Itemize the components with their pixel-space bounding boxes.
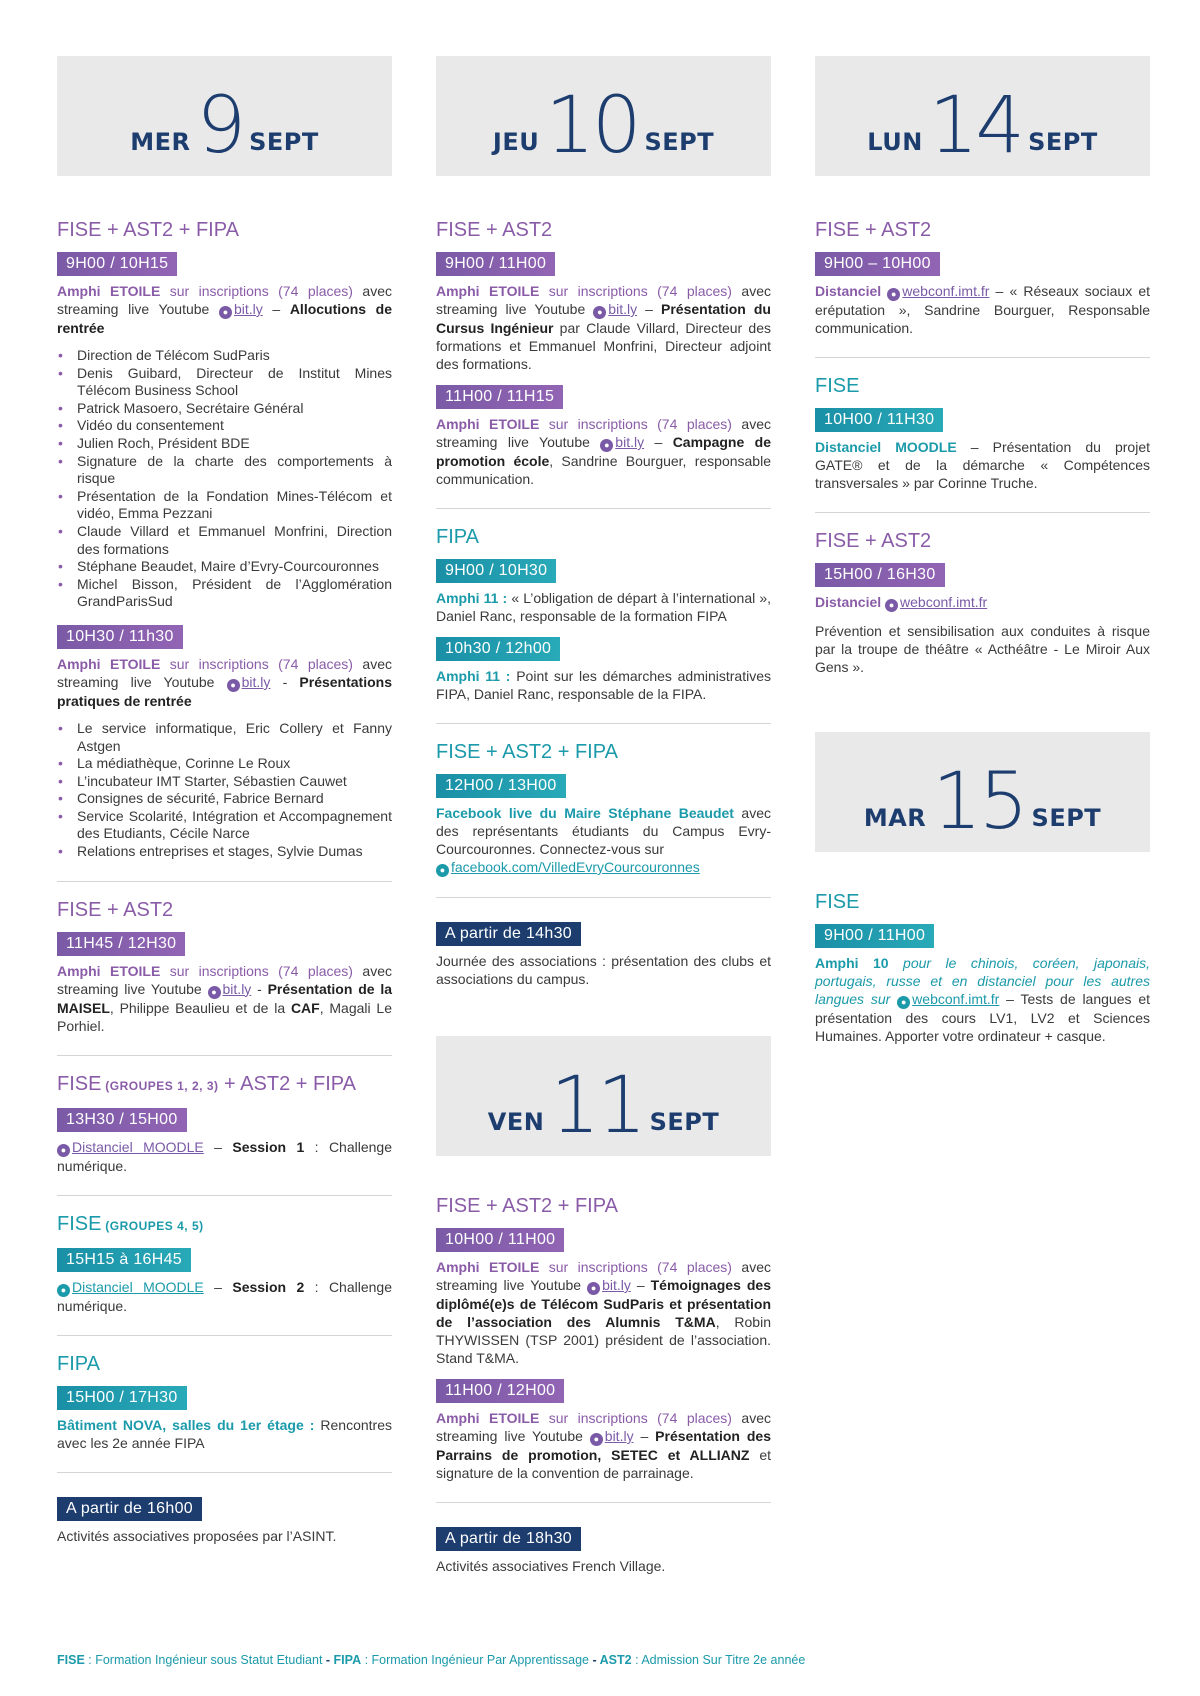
time-badge: 11H00 / 11H15: [436, 385, 563, 409]
session-block: [57, 1473, 392, 1545]
session-description: Prévention et sensibilisation aux conduites à risque par la troupe de théâtre « Acthéâtre - Le Miroir Aux Gens ».: [815, 623, 1150, 675]
legend-definition: : Admission Sur Titre 2e année: [631, 1653, 806, 1667]
time-badge: 9H00 – 10H00: [815, 252, 940, 276]
facebook-link[interactable]: facebook.com/VilledEvryCourcouronnes: [451, 859, 700, 875]
link-icon: ●: [208, 986, 221, 999]
date-header: [815, 56, 1150, 176]
date-month: SEPT: [249, 128, 319, 156]
time-badge: 9H00 / 10H15: [57, 252, 177, 276]
list-item: • Signature de la charte des comportements à risque: [57, 453, 392, 488]
session-block: [815, 513, 1150, 676]
session-description: Distanciel MOODLE – Présentation du projet GATE® et de la démarche « Compétences transversales » par Corinne Truche.: [815, 439, 1151, 491]
session-description: Activités associatives proposées par l’ASINT.: [57, 1527, 337, 1544]
list-item: • Le service informatique, Eric Collery et Fanny Astgen: [57, 720, 392, 755]
date-month: SEPT: [649, 1108, 720, 1136]
link-icon: ●: [436, 864, 449, 877]
legend-definition: : Formation Ingénieur sous Statut Etudiant: [84, 1653, 323, 1667]
session-block: [436, 724, 771, 898]
date-day: MER: [130, 128, 191, 156]
list-item: • Présentation de la Fondation Mines-Télécom et vidéo, Emma Pezzani: [57, 488, 392, 523]
moodle-link[interactable]: Distanciel MOODLE: [72, 1278, 204, 1295]
session-description: Amphi ETOILE sur inscriptions (74 places) avec streaming live Youtube ● bit.ly – Allocutions de rentrée: [57, 283, 392, 336]
audience-title: FISE: [815, 891, 860, 913]
session-description: Amphi ETOILE sur inscriptions (74 places) avec streaming live Youtube ● bit.ly - Présentation de la MAISEL, Philippe Beaulieu et de la CAF, Magali Le Porhiel.: [57, 962, 393, 1034]
date-number: 9: [196, 80, 244, 171]
day-column-wed: [57, 56, 392, 1545]
session-description: Amphi 11 : Point sur les démarches administratives FIPA, Daniel Ranc, responsable de la FIPA.: [436, 668, 772, 702]
list-item: • La médiathèque, Corinne Le Roux: [57, 755, 392, 773]
link-icon: ●: [57, 1284, 70, 1297]
session-description: Distanciel ● webconf.imt.fr: [815, 594, 988, 610]
session-description: Activités associatives French Village.: [436, 1558, 666, 1574]
streaming-link[interactable]: bit.ly: [602, 1277, 631, 1293]
list-item: • Patrick Masoero, Secrétaire Général: [57, 400, 392, 418]
list-item: • Stéphane Beaudet, Maire d’Evry-Courcouronnes: [57, 558, 392, 576]
date-header: [815, 732, 1150, 852]
webconf-link[interactable]: webconf.imt.fr: [912, 991, 1000, 1007]
session-description: Distanciel ● webconf.imt.fr – « Réseaux sociaux et eréputation », Sandrine Bourguer, Responsable communication.: [815, 283, 1150, 336]
day-column-mon: [815, 56, 1150, 1045]
speaker-list: [57, 720, 392, 861]
session-block: [57, 1336, 392, 1473]
link-icon: ●: [57, 1144, 70, 1157]
date-day: JEU: [492, 128, 540, 156]
list-item: • Relations entreprises et stages, Sylvie Dumas: [57, 843, 392, 861]
speaker-list: [57, 347, 392, 611]
session-block: [436, 1503, 771, 1575]
audience-title: FISE + AST2: [436, 219, 553, 241]
link-icon: ●: [219, 306, 232, 319]
date-month: SEPT: [644, 128, 715, 156]
audience-title: FISE + AST2: [57, 898, 174, 921]
link-icon: ●: [885, 599, 898, 612]
session-description: Amphi 11 : « L’obligation de départ à l’international », Daniel Ranc, responsable de la formation FIPA: [436, 590, 771, 624]
time-badge: 12H00 / 13H00: [436, 774, 566, 798]
time-badge: 10h30 / 12h00: [436, 637, 560, 661]
time-badge: 11H45 / 12H30: [57, 932, 185, 956]
list-item: • Michel Bisson, Président de l’Agglomération GrandParisSud: [57, 576, 392, 611]
session-block: [57, 176, 392, 882]
legend-abbr: FIPA: [333, 1653, 362, 1667]
session-description: Bâtiment NOVA, salles du 1er étage : Rencontres avec les 2e année FIPA: [57, 1416, 392, 1451]
audience-title: FISE + AST2 + FIPA: [57, 219, 239, 241]
session-description: Facebook live du Maire Stéphane Beaudet avec des représentants étudiants du Campus Evry-Courcouronnes. Connectez-vous sur ● facebook.com/VilledEvryCourcouronnes: [436, 805, 771, 875]
time-badge: 11H00 / 12H00: [436, 1379, 564, 1403]
session-description: ● Distanciel MOODLE – Session 1 : Challenge numérique.: [57, 1138, 392, 1174]
day-column-thu: [436, 56, 771, 1575]
time-badge: 15H00 / 17H30: [57, 1386, 187, 1410]
time-badge: A partir de 14h30: [436, 922, 581, 946]
legend-abbr: AST2: [599, 1653, 632, 1667]
session-description: ● Distanciel MOODLE – Session 2 : Challenge numérique.: [57, 1278, 392, 1314]
date-number: 14: [928, 80, 1023, 171]
date-day: VEN: [487, 1108, 545, 1136]
list-item: • Claude Villard et Emmanuel Monfrini, Direction des formations: [57, 523, 392, 558]
time-badge: 9H00 / 11H00: [436, 252, 555, 276]
date-header: [436, 56, 771, 176]
session-block: [815, 852, 1150, 1045]
session-description: Amphi ETOILE sur inscriptions (74 places) avec streaming live Youtube ● bit.ly – Présentation du Cursus Ingénieur par Claude Villard, Directeur des formations et Emmanuel Monfrini, Directeur adjoint des formations.: [436, 283, 771, 372]
time-badge: A partir de 18h30: [436, 1527, 581, 1551]
audience-title: FISE + AST2: [815, 530, 932, 552]
session-description: Journée des associations : présentation des clubs et associations du campus.: [436, 953, 771, 987]
time-badge: 10H30 / 11h30: [57, 625, 183, 649]
session-block: [436, 176, 771, 509]
audience-title: FISE + AST2 + FIPA: [436, 741, 618, 763]
date-month: SEPT: [1028, 128, 1098, 156]
streaming-link[interactable]: bit.ly: [608, 301, 638, 317]
list-item: • Service Scolarité, Intégration et Accompagnement des Etudiants, Cécile Narce: [57, 808, 392, 843]
session-block: [57, 1056, 392, 1196]
date-number: 10: [545, 80, 639, 171]
date-header: [57, 56, 392, 176]
moodle-link[interactable]: Distanciel MOODLE: [72, 1138, 204, 1155]
streaming-link[interactable]: bit.ly: [241, 673, 271, 690]
time-badge: 9H00 / 10H30: [436, 559, 556, 583]
date-header: [436, 1036, 771, 1156]
list-item: • Denis Guibard, Directeur de Institut Mines Télécom Business School: [57, 365, 392, 400]
list-item: • Consignes de sécurité, Fabrice Bernard: [57, 790, 392, 808]
streaming-link[interactable]: bit.ly: [222, 980, 252, 997]
audience-title: FISE (GROUPES 4, 5): [57, 1212, 204, 1235]
session-description: Amphi ETOILE sur inscriptions (74 places) avec streaming live Youtube ● bit.ly – Campagne de promotion école, Sandrine Bourguer, responsable communication.: [436, 416, 771, 487]
session-block: [57, 882, 392, 1056]
session-description: Amphi ETOILE sur inscriptions (74 places) avec streaming live Youtube ● bit.ly - Présentations pratiques de rentrée: [57, 655, 392, 709]
link-icon: ●: [887, 288, 900, 301]
session-block: [436, 898, 771, 988]
legend-footer: FISE : Formation Ingénieur sous Statut Etudiant - FIPA : Formation Ingénieur Par Apprentissage - AST2 : Admission Sur Titre 2e année: [57, 1653, 806, 1667]
date-day: LUN: [867, 128, 923, 156]
list-item: • Direction de Télécom SudParis: [57, 347, 392, 365]
audience-title: FISE: [815, 375, 860, 397]
date-number: 11: [550, 1060, 644, 1151]
date-number: 15: [932, 756, 1026, 847]
date-month: SEPT: [1031, 804, 1102, 832]
session-block: [436, 1156, 771, 1503]
streaming-link[interactable]: bit.ly: [233, 301, 263, 317]
time-badge: 10H00 / 11H30: [815, 408, 943, 432]
link-icon: ●: [227, 679, 240, 692]
time-badge: A partir de 16h00: [57, 1497, 202, 1521]
webconf-link[interactable]: webconf.imt.fr: [900, 594, 988, 610]
session-block: [815, 176, 1150, 358]
streaming-link[interactable]: bit.ly: [604, 1428, 634, 1444]
legend-definition: : Formation Ingénieur Par Apprentissage: [361, 1653, 589, 1667]
list-item: • L’incubateur IMT Starter, Sébastien Cauwet: [57, 773, 392, 791]
session-description: Amphi ETOILE sur inscriptions (74 places) avec streaming live Youtube ● bit.ly – Témoignages des diplômé(e)s de Télécom SudParis et présentation de l’association des Alumnis T&MA, Robin THYWISSEN (TSP 2001) président de l’association. Stand T&MA.: [436, 1259, 771, 1366]
session-block: [436, 509, 771, 724]
audience-title: FISE (GROUPES 1, 2, 3) + AST2 + FIPA: [57, 1072, 356, 1095]
audience-title: FISE + AST2 + FIPA: [436, 1195, 618, 1217]
session-block: [815, 358, 1150, 513]
list-item: • Julien Roch, Président BDE: [57, 435, 392, 453]
list-item: • Vidéo du consentement: [57, 417, 392, 435]
time-badge: 15H15 à 16H45: [57, 1248, 191, 1272]
link-icon: ●: [897, 996, 910, 1009]
link-icon: ●: [590, 1433, 603, 1446]
time-badge: 15H00 / 16H30: [815, 563, 945, 587]
session-description: Amphi 10 pour le chinois, coréen, japonais, portugais, russe et en distanciel pour les autres langues sur ● webconf.imt.fr – Tests de langues et présentation des cours LV1, LV2 et Sciences Humaines. Apporter votre ordinateur + casque.: [815, 955, 1151, 1044]
link-icon: ●: [593, 306, 606, 319]
webconf-link[interactable]: webconf.imt.fr: [902, 283, 990, 299]
time-badge: 13H30 / 15H00: [57, 1108, 187, 1132]
legend-abbr: FISE: [57, 1653, 85, 1667]
session-description: Amphi ETOILE sur inscriptions (74 places) avec streaming live Youtube ● bit.ly – Présentation des Parrains de promotion, SETEC et ALLIANZ et signature de la convention de parrainage.: [436, 1410, 771, 1481]
session-block: [57, 1196, 392, 1336]
audience-title: FISE + AST2: [815, 219, 932, 241]
audience-title: FIPA: [57, 1352, 100, 1375]
time-badge: 10H00 / 11H00: [436, 1228, 564, 1252]
streaming-link[interactable]: bit.ly: [615, 434, 645, 450]
time-badge: 9H00 / 11H00: [815, 924, 934, 948]
link-icon: ●: [600, 439, 613, 452]
date-day: MAR: [863, 804, 927, 832]
audience-title: FIPA: [436, 526, 479, 548]
link-icon: ●: [587, 1282, 600, 1295]
